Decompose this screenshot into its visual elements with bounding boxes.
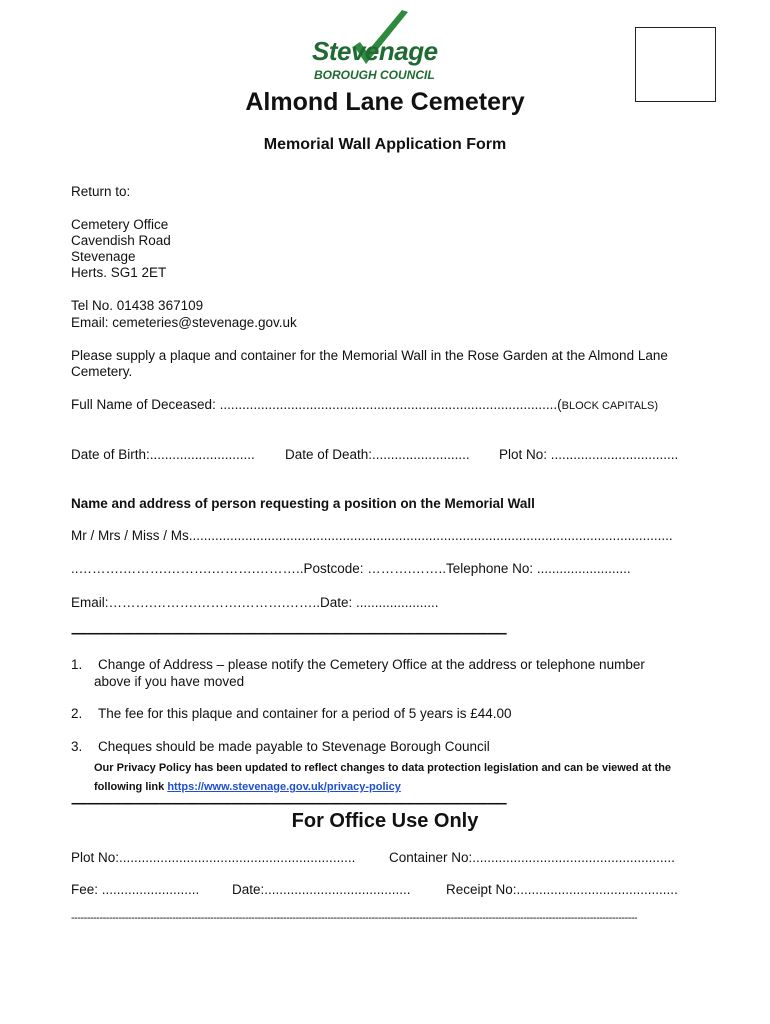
return-to-label: Return to: bbox=[71, 184, 131, 199]
email: Email: cemeteries@stevenage.gov.uk bbox=[71, 315, 297, 330]
note-text: above if you have moved bbox=[94, 674, 245, 689]
office-receipt-field[interactable]: Receipt No:........................................... bbox=[446, 882, 678, 897]
address-line: Stevenage bbox=[71, 249, 136, 264]
note-item bbox=[71, 706, 512, 721]
note-item bbox=[71, 657, 645, 672]
address-line: Cavendish Road bbox=[71, 233, 171, 248]
plot-number-field[interactable]: Plot No: .................................. bbox=[499, 447, 679, 462]
office-container-field[interactable]: Container No:...................................................... bbox=[389, 850, 675, 865]
stevenage-logo bbox=[312, 6, 452, 84]
note-text: Cheques should be made payable to Stevenage Borough Council bbox=[98, 739, 490, 754]
logo-name: Stevenage bbox=[312, 36, 438, 66]
note-number: 1. bbox=[71, 657, 83, 672]
address-line: Cemetery Office bbox=[71, 217, 169, 232]
intro-text: Cemetery. bbox=[71, 364, 133, 379]
privacy-policy-link[interactable]: https://www.stevenage.gov.uk/privacy-policy bbox=[167, 781, 401, 793]
office-date-field[interactable]: Date:....................................... bbox=[232, 882, 411, 897]
block-capitals-note: BLOCK CAPITALS) bbox=[561, 400, 659, 412]
date-of-birth-field[interactable]: Date of Birth:............................ bbox=[71, 447, 255, 462]
note-number: 2. bbox=[71, 706, 83, 721]
note-number: 3. bbox=[71, 739, 83, 754]
full-name-label: Full Name of Deceased: ..........................................................................................( bbox=[71, 397, 562, 412]
office-fee-field[interactable]: Fee: .......................... bbox=[71, 882, 200, 897]
logo-subtitle: BOROUGH COUNCIL bbox=[314, 68, 435, 82]
privacy-notice: Our Privacy Policy has been updated to reflect changes to data protection legislation and can be viewed at the bbox=[94, 762, 672, 774]
office-use-title: For Office Use Only bbox=[291, 810, 479, 832]
intro-text: Please supply a plaque and container for the Memorial Wall in the Rose Garden at the Almond Lane bbox=[71, 348, 668, 363]
requester-name-field[interactable]: Mr / Mrs / Miss / Ms................................................................................................................................. bbox=[71, 528, 673, 543]
separator: ------------------------------------------------------------------------------------------------------------------------------------------- bbox=[71, 795, 506, 810]
requester-heading: Name and address of person requesting a position on the Memorial Wall bbox=[71, 496, 535, 511]
full-name-field[interactable] bbox=[71, 397, 658, 412]
privacy-link-prefix: following link bbox=[94, 781, 168, 793]
office-plot-field[interactable]: Plot No:............................................................... bbox=[71, 850, 356, 865]
address-line: Herts. SG1 2ET bbox=[71, 265, 167, 280]
note-text: Change of Address – please notify the Cemetery Office at the address or telephone number bbox=[98, 657, 645, 672]
separator: ------------------------------------------------------------------------------------------------------------------------------------------- bbox=[71, 625, 506, 640]
privacy-link-line bbox=[94, 781, 401, 793]
page-title: Almond Lane Cemetery bbox=[245, 88, 525, 116]
telephone: Tel No. 01438 367109 bbox=[71, 298, 204, 313]
note-item bbox=[71, 739, 490, 754]
requester-email-field[interactable]: Email:……….……….……….……….……..Date: ...................... bbox=[71, 595, 439, 610]
date-of-death-field[interactable]: Date of Death:.......................... bbox=[285, 447, 470, 462]
bottom-rule: ----------------------------------------------------------------------------------------------------------------------------------------------------------------------------------- bbox=[71, 912, 638, 924]
requester-address-field[interactable]: ..……….……….……….……….………..Postcode: ……….……..Telephone No: ......................... bbox=[71, 561, 631, 576]
form-subtitle: Memorial Wall Application Form bbox=[263, 136, 507, 153]
note-text: The fee for this plaque and container for a period of 5 years is £44.00 bbox=[98, 706, 512, 721]
